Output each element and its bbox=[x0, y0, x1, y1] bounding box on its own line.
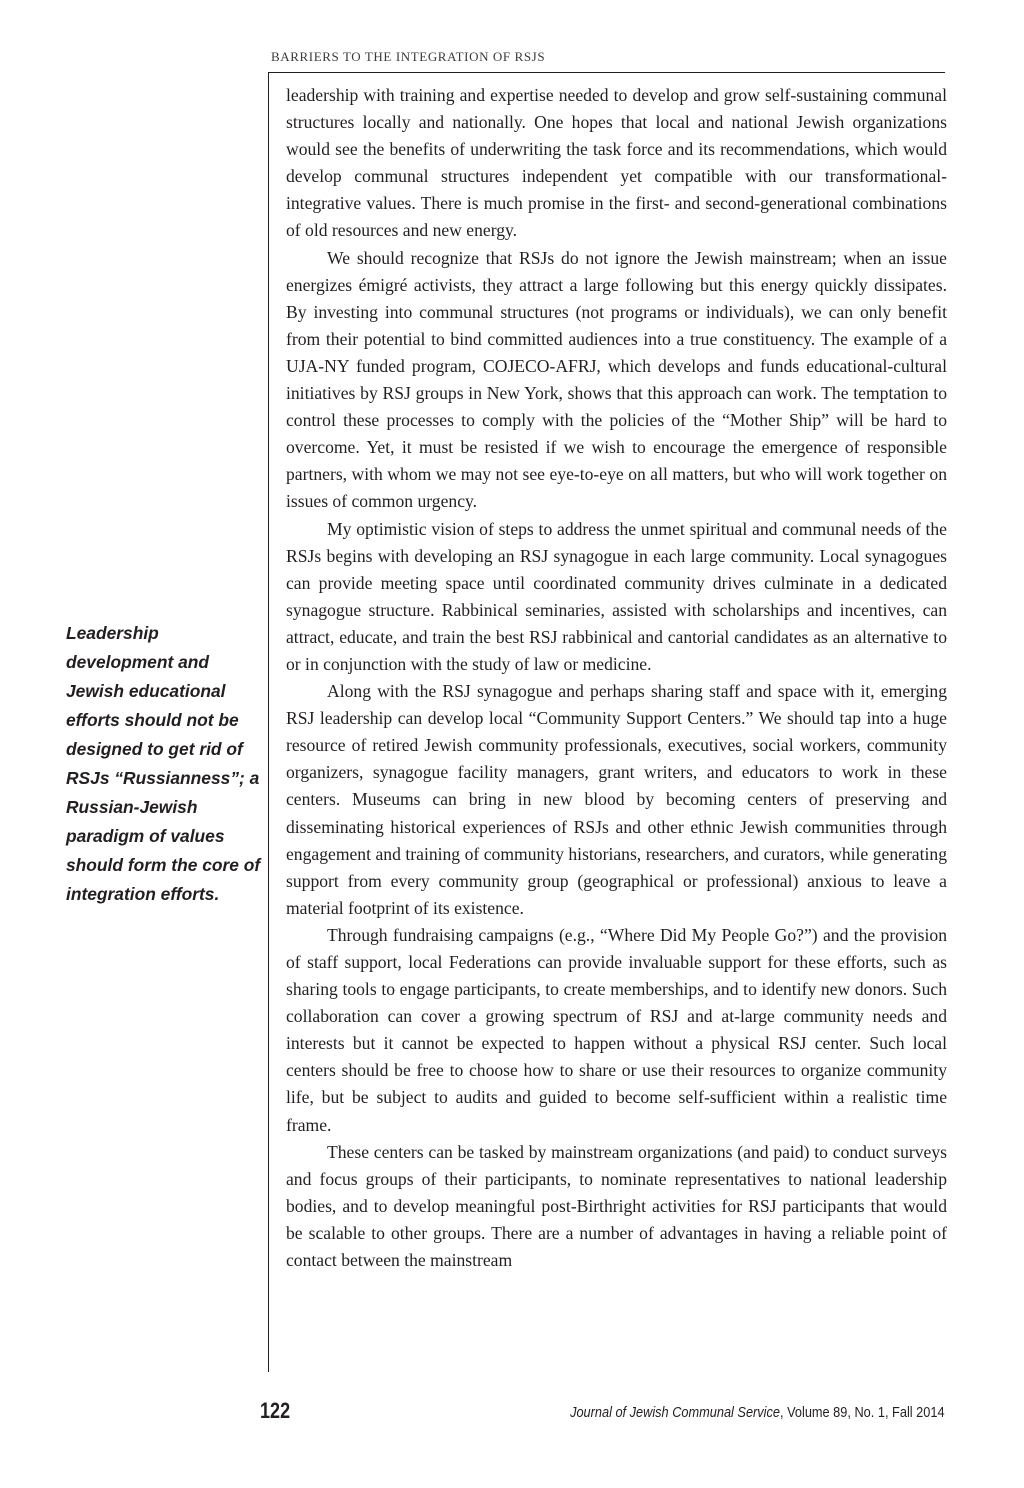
column-rule bbox=[268, 72, 269, 1372]
pull-quote: Leadership development and Jewish educational efforts should not be designed to get rid of RSJs “Russianness”; a Russian-Jewish paradigm of values should form the core of integration efforts. bbox=[66, 623, 261, 904]
body-paragraph: Along with the RSJ synagogue and perhaps sharing staff and space with it, emerging RSJ leadership can develop local “Community Support Centers.” We should tap into a huge resource of retired Jewish community professionals, executives, social workers, community organizers, synagogue facility managers, grant writers, and educators to work in these centers. Museums can bring in new blood by becoming centers of preserving and disseminating historical experiences of RSJs and other ethnic Jewish communities through engagement and training of community historians, researchers, and curators, while generating support from every community group (geographical or professional) anxious to leave a material footprint of its existence. bbox=[286, 681, 947, 918]
body-paragraph: leadership with training and expertise needed to develop and grow self-sustaining communal structures locally and nationally. One hopes that local and national Jewish organizations would see the benefits of underwriting the task force and its recommendations, which would develop communal structures independent yet compatible with our transformational-integrative values. There is much promise in the first- and second-generational combinations of old resources and new energy. bbox=[286, 85, 947, 241]
body-paragraph: My optimistic vision of steps to address the unmet spiritual and communal needs of the RSJs begins with developing an RSJ synagogue in each large community. Local synagogues can provide meeting space until coordinated community drives culminate in a dedicated synagogue structure. Rabbinical seminaries, assisted with scholarships and incentives, can attract, educate, and train the best RSJ rabbinical and cantorial candidates as an alternative to or in conjunction with the study of law or medicine. bbox=[286, 518, 947, 674]
journal-citation bbox=[571, 1405, 945, 1421]
body-paragraph: These centers can be tasked by mainstream organizations (and paid) to conduct surveys and focus groups of their participants, to nominate representatives to national leadership bodies, and to develop meaningful post-Birthright activities for RSJ participants that would be scalable to other groups. There are a number of advantages in having a reliable point of contact between the mainstream bbox=[286, 1141, 947, 1271]
body-paragraph: Through fundraising campaigns (e.g., “Where Did My People Go?”) and the provision of staff support, local Federations can provide invaluable support for these efforts, such as sharing tools to engage participants, to create memberships, and to identify new donors. Such collaboration can cover a growing spectrum of RSJ and at-large community needs and interests but it cannot be expected to happen without a physical RSJ center. Such local centers should be free to choose how to share or use their resources to organize community life, but be subject to audits and guided to become self-sufficient within a realistic time frame. bbox=[286, 924, 947, 1135]
journal-name: Journal of Jewish Communal Service bbox=[570, 1405, 781, 1421]
header-rule bbox=[268, 72, 945, 73]
page-number: 122 bbox=[260, 1398, 291, 1423]
journal-issue: , Volume 89, No. 1, Fall 2014 bbox=[780, 1405, 945, 1421]
article-body bbox=[286, 82, 947, 1274]
running-head: BARRIERS TO THE INTEGRATION OF RSJS bbox=[271, 49, 546, 64]
body-paragraph: We should recognize that RSJs do not ignore the Jewish mainstream; when an issue energizes émigré activists, they attract a large following but this energy quickly dissipates. By investing into communal structures (not programs or individuals), we can only benefit from their potential to bind committed audiences into a true constituency. The example of a UJA-NY funded program, COJECO-AFRJ, which develops and funds educational-cultural initiatives by RSJ groups in New York, shows that this approach can work. The temptation to control these processes to comply with the policies of the “Mother Ship” will be hard to overcome. Yet, it must be resisted if we wish to encourage the emergence of responsible partners, with whom we may not see eye-to-eye on all matters, but who will work together on issues of common urgency. bbox=[286, 247, 947, 512]
